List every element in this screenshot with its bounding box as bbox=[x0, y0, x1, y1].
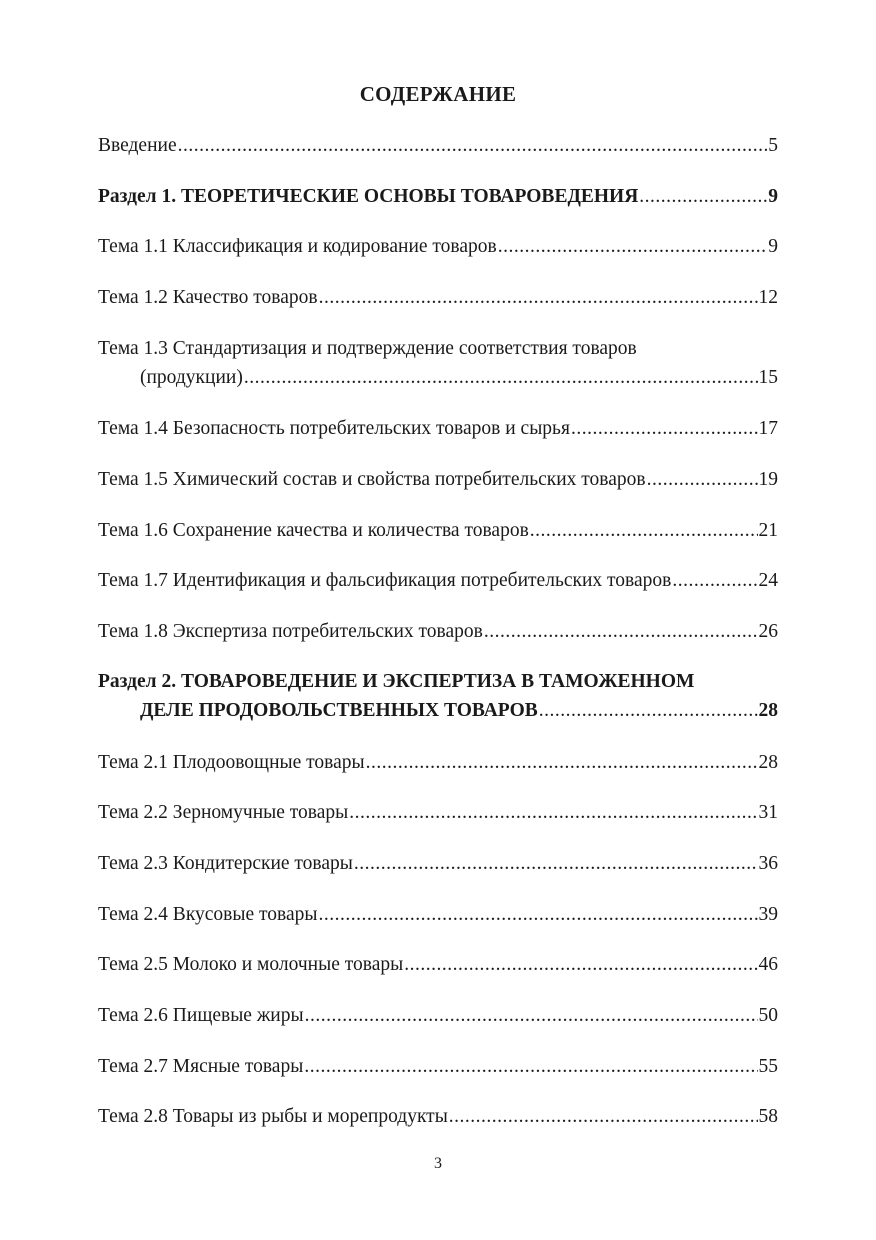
dot-leader bbox=[639, 182, 767, 211]
toc-entry-text-line1: Раздел 2. ТОВАРОВЕДЕНИЕ И ЭКСПЕРТИЗА В ТАМОЖЕННОМ bbox=[98, 671, 695, 692]
toc-entry-topic-2-2[interactable] bbox=[98, 798, 778, 827]
toc-entry-text: Тема 2.3 Кондитерские товары bbox=[98, 853, 353, 874]
dot-leader bbox=[404, 950, 757, 979]
dot-leader bbox=[318, 900, 757, 929]
toc-entry-topic-1-1[interactable] bbox=[98, 232, 778, 261]
toc-entry-page: 39 bbox=[758, 904, 778, 925]
page-number: 3 bbox=[434, 1155, 442, 1172]
toc-entry-text: Тема 1.2 Качество товаров bbox=[98, 287, 318, 308]
dot-leader bbox=[305, 1001, 758, 1030]
toc-entry-page: 15 bbox=[758, 367, 778, 388]
toc-entry-text: Тема 2.1 Плодоовощные товары bbox=[98, 752, 365, 773]
toc-entry-topic-2-3[interactable] bbox=[98, 849, 778, 878]
toc-entry-topic-1-8[interactable] bbox=[98, 617, 778, 646]
toc-entry-page: 12 bbox=[758, 287, 778, 308]
toc-entry-page: 26 bbox=[758, 621, 778, 642]
toc-entry-page: 19 bbox=[758, 469, 778, 490]
toc-entry-page: 28 bbox=[758, 700, 778, 721]
toc-entry-topic-2-5[interactable] bbox=[98, 950, 778, 979]
toc-entry-page: 50 bbox=[758, 1005, 778, 1026]
toc-entry-section-1[interactable] bbox=[98, 182, 778, 211]
toc-entry-text: Введение bbox=[98, 135, 177, 156]
dot-leader bbox=[449, 1102, 758, 1131]
toc-entry-page: 46 bbox=[758, 954, 778, 975]
dot-leader bbox=[349, 798, 757, 827]
toc-entry-page: 31 bbox=[758, 802, 778, 823]
toc-entry-topic-2-8[interactable] bbox=[98, 1102, 778, 1131]
toc-entry-text: Тема 2.7 Мясные товары bbox=[98, 1056, 304, 1077]
dot-leader bbox=[319, 283, 758, 312]
toc-entry-text: Тема 1.8 Экспертиза потребительских товаров bbox=[98, 621, 483, 642]
toc-entry-topic-1-3[interactable] bbox=[98, 334, 778, 392]
toc-entry-topic-1-6[interactable] bbox=[98, 516, 778, 545]
toc-entry-page: 24 bbox=[758, 570, 778, 591]
toc-entry-text: Тема 1.5 Химический состав и свойства потребительских товаров bbox=[98, 469, 646, 490]
toc-entry-page: 36 bbox=[758, 853, 778, 874]
toc-entry-text: Тема 2.5 Молоко и молочные товары bbox=[98, 954, 404, 975]
toc-entry-text: (продукции) bbox=[140, 367, 243, 388]
toc-entry-topic-2-6[interactable] bbox=[98, 1001, 778, 1030]
dot-leader bbox=[354, 849, 758, 878]
dot-leader bbox=[571, 414, 758, 443]
toc-entry-text: ДЕЛЕ ПРОДОВОЛЬСТВЕННЫХ ТОВАРОВ bbox=[140, 700, 538, 721]
toc-entry-topic-2-7[interactable] bbox=[98, 1052, 778, 1081]
toc-entry-page: 17 bbox=[758, 418, 778, 439]
toc-entry-text: Тема 1.1 Классификация и кодирование товаров bbox=[98, 236, 497, 257]
toc-entry-page: 55 bbox=[758, 1056, 778, 1077]
dot-leader bbox=[672, 566, 757, 595]
toc-entry-page: 9 bbox=[768, 236, 778, 257]
toc-entry-text: Тема 2.2 Зерномучные товары bbox=[98, 802, 349, 823]
toc-entry-page: 28 bbox=[758, 752, 778, 773]
toc-heading: СОДЕРЖАНИЕ bbox=[359, 82, 517, 106]
dot-leader bbox=[498, 232, 768, 261]
toc-entry-topic-1-7[interactable] bbox=[98, 566, 778, 595]
toc-entry-text: Раздел 1. ТЕОРЕТИЧЕСКИЕ ОСНОВЫ ТОВАРОВЕДЕНИЯ bbox=[98, 186, 639, 207]
toc-entry-text: Тема 1.7 Идентификация и фальсификация потребительских товаров bbox=[98, 570, 672, 591]
toc-entry-topic-2-4[interactable] bbox=[98, 900, 778, 929]
toc-entry-page: 58 bbox=[758, 1106, 778, 1127]
toc-entry-page: 9 bbox=[768, 186, 778, 207]
toc-entry-topic-1-5[interactable] bbox=[98, 465, 778, 494]
toc-entry-topic-1-4[interactable] bbox=[98, 414, 778, 443]
toc-entry-text-line1: Тема 1.3 Стандартизация и подтверждение соответствия товаров bbox=[98, 338, 637, 359]
dot-leader bbox=[484, 617, 758, 646]
toc-entry-topic-2-1[interactable] bbox=[98, 748, 778, 777]
dot-leader bbox=[304, 1052, 757, 1081]
dot-leader bbox=[647, 465, 758, 494]
toc-entry-page: 5 bbox=[768, 135, 778, 156]
toc-entry-page: 21 bbox=[758, 520, 778, 541]
toc-entry-section-2[interactable] bbox=[98, 667, 778, 725]
dot-leader bbox=[178, 131, 768, 160]
dot-leader bbox=[539, 696, 758, 725]
toc-entry-text: Тема 2.4 Вкусовые товары bbox=[98, 904, 318, 925]
toc-entry-text: Тема 2.8 Товары из рыбы и морепродукты bbox=[98, 1106, 448, 1127]
dot-leader bbox=[244, 363, 758, 392]
toc-entry-text: Тема 1.6 Сохранение качества и количества товаров bbox=[98, 520, 529, 541]
toc-entry-text: Тема 1.4 Безопасность потребительских товаров и сырья bbox=[98, 418, 570, 439]
toc-entry-topic-1-2[interactable] bbox=[98, 283, 778, 312]
toc-entry-intro[interactable] bbox=[98, 131, 778, 160]
dot-leader bbox=[530, 516, 758, 545]
toc-entry-text: Тема 2.6 Пищевые жиры bbox=[98, 1005, 304, 1026]
dot-leader bbox=[366, 748, 758, 777]
